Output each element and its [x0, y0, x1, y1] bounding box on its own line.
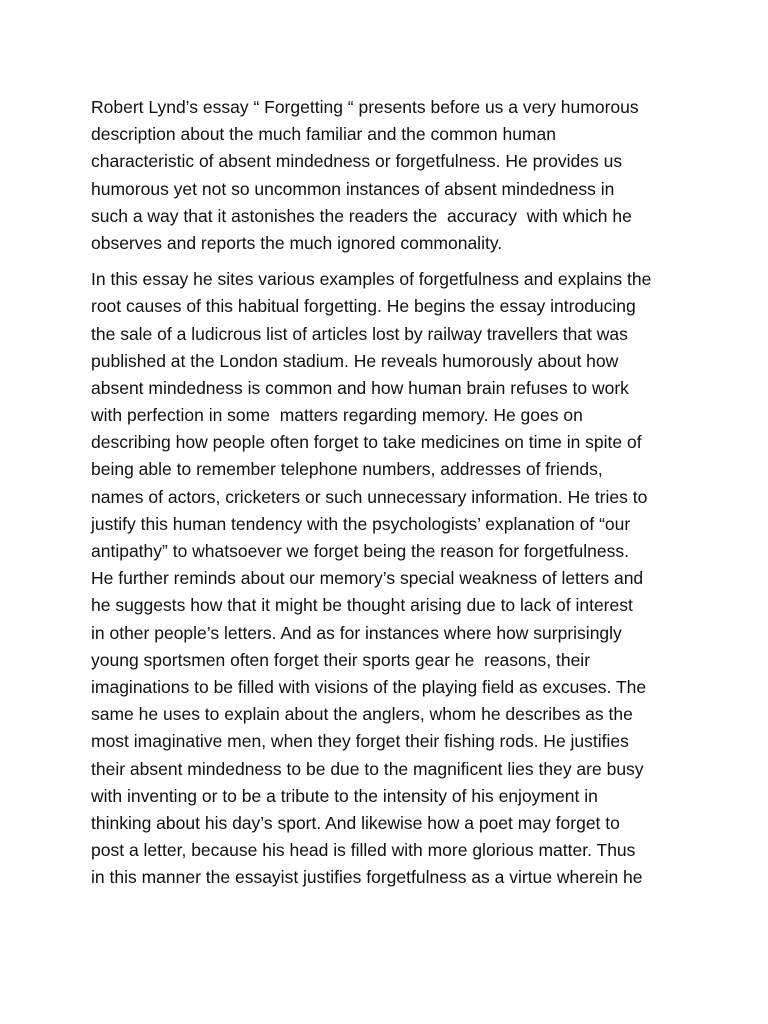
paragraph-line: characteristic of absent mindedness or forgetfulness. He provides us: [91, 151, 623, 172]
paragraph-line: post a letter, because his head is filled with more glorious matter. Thus: [91, 840, 636, 861]
paragraph-line: names of actors, cricketers or such unnecessary information. He tries to: [91, 486, 648, 507]
paragraph-line: such a way that it astonishes the readers the accuracy with which he: [91, 205, 632, 226]
paragraph-line: in this manner the essayist justifies forgetfulness as a virtue wherein he: [91, 867, 643, 888]
paragraph-line: young sportsmen often forget their sports gear he reasons, their: [91, 649, 591, 670]
paragraph-line: description about the much familiar and the common human: [91, 124, 556, 145]
paragraph-line: He further reminds about our memory’s special weakness of letters and: [91, 568, 644, 589]
paragraph-line: the sale of a ludicrous list of articles lost by railway travellers that was: [91, 323, 628, 344]
paragraph-line: antipathy” to whatsoever we forget being the reason for forgetfulness.: [91, 541, 629, 561]
paragraph-line: Robert Lynd’s essay “ Forgetting “ presents before us a very humorous: [91, 97, 639, 117]
paragraph-line: imaginations to be filled with visions of the playing field as excuses. The: [91, 676, 647, 697]
paragraph-line: being able to remember telephone numbers, addresses of friends,: [91, 459, 603, 480]
paragraph-line: most imaginative men, when they forget their fishing rods. He justifies: [91, 731, 629, 752]
paragraph-line: observes and reports the much ignored commonality.: [91, 232, 503, 253]
paragraph-line: published at the London stadium. He reveals humorously about how: [91, 350, 619, 371]
paragraph-line: justify this human tendency with the psychologists’ explanation of “our: [91, 513, 631, 534]
paragraph-2: [91, 266, 691, 891]
paragraph-line: describing how people often forget to take medicines on time in spite of: [91, 432, 642, 453]
paragraph-line: their absent mindedness to be due to the magnificent lies they are busy: [91, 758, 644, 779]
paragraph-line: with perfection in some matters regarding memory. He goes on: [91, 405, 583, 426]
paragraph-line: root causes of this habitual forgetting. He begins the essay introducing: [91, 296, 636, 317]
paragraph-line: In this essay he sites various examples of forgetfulness and explains the: [91, 269, 652, 290]
paragraph-line: thinking about his day’s sport. And likewise how a poet may forget to: [91, 812, 620, 833]
paragraph-line: same he uses to explain about the anglers, whom he describes as the: [91, 704, 633, 725]
essay-body: [91, 94, 691, 891]
paragraph-line: absent mindedness is common and how human brain refuses to work: [91, 377, 629, 398]
paragraph-line: humorous yet not so uncommon instances of absent mindedness in: [91, 178, 615, 199]
paragraph-1: [91, 94, 691, 257]
paragraph-line: with inventing or to be a tribute to the intensity of his enjoyment in: [91, 785, 598, 806]
paragraph-line: he suggests how that it might be thought arising due to lack of interest: [91, 595, 633, 616]
paragraph-spacer: [91, 257, 691, 266]
paragraph-line: in other people’s letters. And as for instances where how surprisingly: [91, 622, 622, 643]
